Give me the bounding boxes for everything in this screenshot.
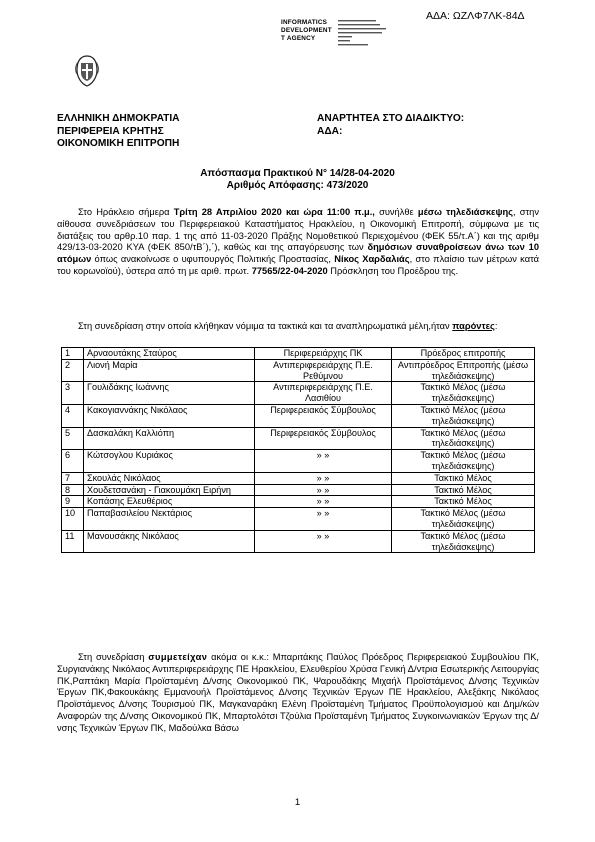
table-row [62,484,535,496]
member-role: » » [255,496,392,508]
member-role: » » [255,484,392,496]
member-name: Δασκαλάκη Καλλιόπη [84,427,255,450]
ada-code: ΑΔΑ: ΩΖΛΦ7ΛΚ-84Δ [426,10,525,22]
protocol-number: 77565/22-04-2020 [251,265,328,276]
member-position: Τακτικό Μέλος [392,472,535,484]
issuer-line: ΕΛΛΗΝΙΚΗ ΔΗΜΟΚΡΑΤΙΑ [57,113,180,124]
row-number: 4 [62,404,84,427]
row-number: 8 [62,484,84,496]
posting-block [317,113,464,138]
text: , στο πλαίσιο των μέτρων κατά του κορωνοϊού), ύστερα από τη με αριθ. πρωτ. [57,254,539,276]
row-number: 10 [62,508,84,531]
logo-line: DEVELOPMENT [281,27,332,34]
member-role: Περιφερειακός Σύμβουλος [255,404,392,427]
member-name: Μανουσάκης Νικόλαος [84,530,255,553]
text: ακόμα οι κ.κ.: Μπαριτάκης Παύλος Πρόεδρος Περιφερειακού Συμβουλίου ΠΚ, Συργιανάκης Νικόλαος Αντιπεριφερειάρχης ΠΕ Ηρακλείου, Ελευθερίου Χρύσα Γενική Δ/ντρια Εσωτερικής Λειτουργίας ΠΚ,Ραπτάκη Μαρία Προϊσταμένη Δ/νσης Οικονομικού ΠΚ, Ψαρουδάκης Μιχαήλ Προϊστάμενος Δ/νσης Τεχνικών Έργων ΠΚ,Φακουκάκης Εμμανουήλ Προϊστάμενος Δ/νσης Τεχνικών Έργων ΠΕ Ηρακλείου, Αλεξάκης Νικόλαος Προϊστάμενος Δ/νσης Τουρισμού ΠΚ, Μαγκαναράκη Ελένη Προϊσταμένη Τμήματος Προϋπολογισμού και Δημ/κών Αναφορών της Δ/νσης Οικονομικού ΠΚ, Μπαρτολότσι Τζούλια Προϊσταμένη Τμήματος Συγκοινωνιακών Έργων της Δ/νσης Τεχνικών Έργων ΠΚ, Μαδούλκα Βάσω [57,652,539,733]
posting-line: ΑΔΑ: [317,125,343,137]
table-row [62,450,535,473]
member-role: » » [255,530,392,553]
meeting-datetime: Τρίτη 28 Απριλίου 2020 και ώρα 11:00 π.μ., [173,207,375,217]
table-row [62,427,535,450]
informatics-agency-logo [281,19,332,43]
member-name: Χουδετσανάκη - Γιακουμάκη Ειρήνη [84,484,255,496]
table-row [62,508,535,531]
attendance-paragraph [57,321,539,333]
text: Πρόσκληση του Προέδρου της. [327,265,459,276]
row-number: 2 [62,359,84,382]
member-position: Τακτικό Μέλος (μέσω τηλεδιάσκεψης) [392,450,535,473]
table-row [62,382,535,405]
table-row [62,496,535,508]
member-role: » » [255,450,392,473]
participated-label: συμμετείχαν [148,652,208,662]
issuer-block [57,113,180,151]
text: , στην αίθουσα συνεδριάσεων του Περιφερειακού Καταστήματος Ηρακλείου, η Οικονομική Επιτροπή, σύμφωνα με τις διατάξεις του αρθρ.10 παρ. 1 της από 11-03-2020 Πράξης Νομοθετικού Περιεχομένου (ΦΕΚ 55/τ.Α΄) και της αριθμ 429/13-03-2020 ΚΥΑ (ΦΕΚ 850/τΒ΄),΄), καθώς και της απαγόρευσης των [57,207,539,253]
gathering-ban: δημόσιων συναθροίσεων άνω των 10 ατόμων [57,242,540,265]
member-name: Γουλιδάκης Ιωάννης [84,382,255,405]
table-row [62,348,535,360]
posting-line: ΑΝΑΡΤΗΤΕΑ ΣΤΟ ΔΙΑΔΙΚΤΥΟ: [317,113,465,124]
table-row [62,359,535,382]
member-position: Τακτικό Μέλος (μέσω τηλεδιάσκεψης) [392,404,535,427]
text: όπως ανακοίνωσε ο υφυπουργός Πολιτικής Προστασίας, [91,254,335,265]
row-number: 1 [62,348,84,360]
page-number: 1 [294,797,301,808]
minutes-title: Απόσπασμα Πρακτικού Ν° 14/28-04-2020 [200,168,395,179]
text: Στη συνεδρίαση στην οποία κλήθηκαν νόμιμα τα τακτικά και τα αναπληρωματικά μέλη,ήταν [78,321,453,331]
logo-fine-print [338,19,400,53]
member-role: Περιφερειάρχης ΠΚ [255,348,392,360]
member-position: Τακτικό Μέλος [392,496,535,508]
text: : [494,321,498,331]
intro-paragraph [57,207,539,278]
member-position: Τακτικό Μέλος (μέσω τηλεδιάσκεψης) [392,427,535,450]
member-role: Αντιπεριφερειάρχης Π.Ε. Λασιθίου [255,382,392,405]
member-name: Κακογιαννάκης Νικόλαος [84,404,255,427]
row-number: 11 [62,530,84,553]
member-role: » » [255,472,392,484]
member-position: Αντιπρόεδρος Επιτροπής (μέσω τηλεδιάσκεψης) [392,359,535,382]
member-name: Λιονή Μαρία [84,359,255,382]
member-position: Πρόεδρος επιτροπής [392,348,535,360]
member-position: Τακτικό Μέλος [392,484,535,496]
member-position: Τακτικό Μέλος (μέσω τηλεδιάσκεψης) [392,382,535,405]
greek-emblem-icon [72,54,102,88]
table-row [62,404,535,427]
table-row [62,472,535,484]
member-name: Αρναουτάκης Σταύρος [84,348,255,360]
attendees-table [61,347,535,553]
member-role: Αντιπεριφερειάρχης Π.Ε. Ρεθύμνου [255,359,392,382]
row-number: 5 [62,427,84,450]
issuer-line: ΟΙΚΟΝΟΜΙΚΗ ΕΠΙΤΡΟΠΗ [57,138,180,149]
meeting-mode: μέσω τηλεδιάσκεψης [417,207,513,217]
minister-name: Νίκος Χαρδαλιάς [334,254,410,265]
issuer-line: ΠΕΡΙΦΕΡΕΙΑ ΚΡΗΤΗΣ [57,125,164,137]
member-position: Τακτικό Μέλος (μέσω τηλεδιάσκεψης) [392,508,535,531]
member-name: Παπαβασιλείου Νεκτάριος [84,508,255,531]
decision-number: Αριθμός Απόφασης: 473/2020 [226,180,369,191]
row-number: 7 [62,472,84,484]
member-name: Κώτσογλου Κυριάκος [84,450,255,473]
row-number: 3 [62,382,84,405]
text: συνήλθε [374,207,418,217]
logo-line: INFORMATICS [281,19,328,26]
row-number: 6 [62,450,84,473]
member-role: » » [255,508,392,531]
logo-line: T AGENCY [281,35,316,42]
document-titles [0,168,595,192]
row-number: 9 [62,496,84,508]
text: Στη συνεδρίαση [78,652,149,662]
participants-paragraph [57,652,539,735]
text: Στο Ηράκλειο σήμερα [78,207,174,217]
table-row [62,530,535,553]
member-role: Περιφερειακός Σύμβουλος [255,427,392,450]
present-label: παρόντες [452,321,495,331]
member-name: Κοπάσης Ελευθέριος [84,496,255,508]
member-position: Τακτικό Μέλος (μέσω τηλεδιάσκεψης) [392,530,535,553]
member-name: Σκουλάς Νικόλαος [84,472,255,484]
